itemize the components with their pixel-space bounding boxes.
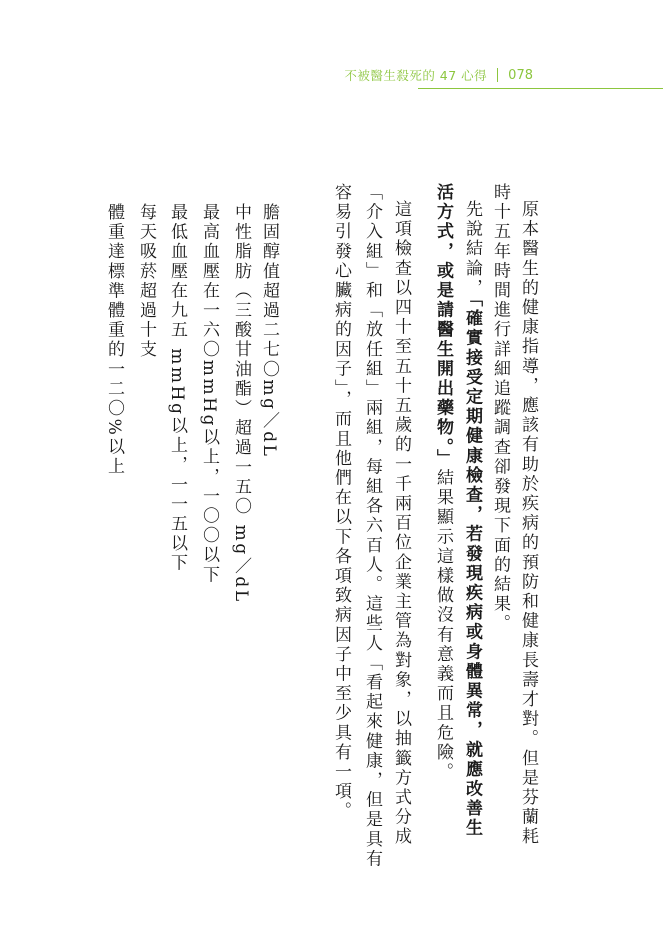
page-number: 078 bbox=[508, 67, 533, 83]
running-header bbox=[344, 62, 663, 88]
paragraph-3-line-2: 「介入組」和「放任組」兩組，每組各六百人。這些人「看起來健康，但是具有 bbox=[362, 183, 382, 869]
risk-factor-item: 最高血壓在一六〇mmHg以上，一〇〇以下 bbox=[199, 203, 219, 585]
text-column bbox=[491, 183, 508, 634]
text-column bbox=[519, 183, 536, 847]
text-column bbox=[363, 183, 380, 869]
header-rule bbox=[418, 88, 663, 89]
risk-factor-item: 中性脂肪（三酸甘油酯）超過一五〇 mg／dL bbox=[231, 203, 251, 604]
risk-factor-item: 體重達標準體重的一二〇%以上 bbox=[104, 203, 124, 477]
risk-factor-item: 每天吸菸超過十支 bbox=[136, 203, 156, 360]
paragraph-2-emphasis-2: 活方式，或是請醫生開出藥物。」 bbox=[433, 183, 453, 469]
paragraph-1-line-1: 原本醫生的健康指導，應該有助於疾病的預防和健康長壽才對。但是芬蘭耗 bbox=[518, 200, 538, 847]
risk-factor-item: 最低血壓在九五 mmHg以上，一一五以下 bbox=[167, 203, 187, 574]
text-column bbox=[434, 183, 451, 782]
risk-factor-item: 膽固醇值超過二七〇mg／dL bbox=[259, 203, 279, 459]
text-column bbox=[332, 183, 349, 821]
book-title: 不被醫生殺死的 47 心得 bbox=[344, 68, 488, 83]
paragraph-3-line-3: 容易引發心臟病的因子」，而且他們在以下各項致病因子中至少具有一項。 bbox=[331, 183, 351, 822]
paragraph-1-line-2: 時十五年時間進行詳細追蹤調查卻發現下面的結果。 bbox=[490, 183, 510, 634]
header-divider bbox=[497, 68, 498, 82]
paragraph-3-line-1: 這項檢查以四十至五十五歲的一千兩百位企業主管為對象，以抽籤方式分成 bbox=[391, 200, 411, 847]
text-column bbox=[392, 183, 409, 847]
paragraph-2-emphasis-1: 「確實接受定期健康檢查，若發現疾病或身體異常，就應改善生 bbox=[462, 298, 482, 839]
paragraph-2-line-2: 結果顯示這樣做沒有意義而且危險。 bbox=[433, 468, 453, 783]
text-column bbox=[463, 183, 480, 838]
paragraph-2-line-1: 先說結論， bbox=[462, 200, 482, 298]
